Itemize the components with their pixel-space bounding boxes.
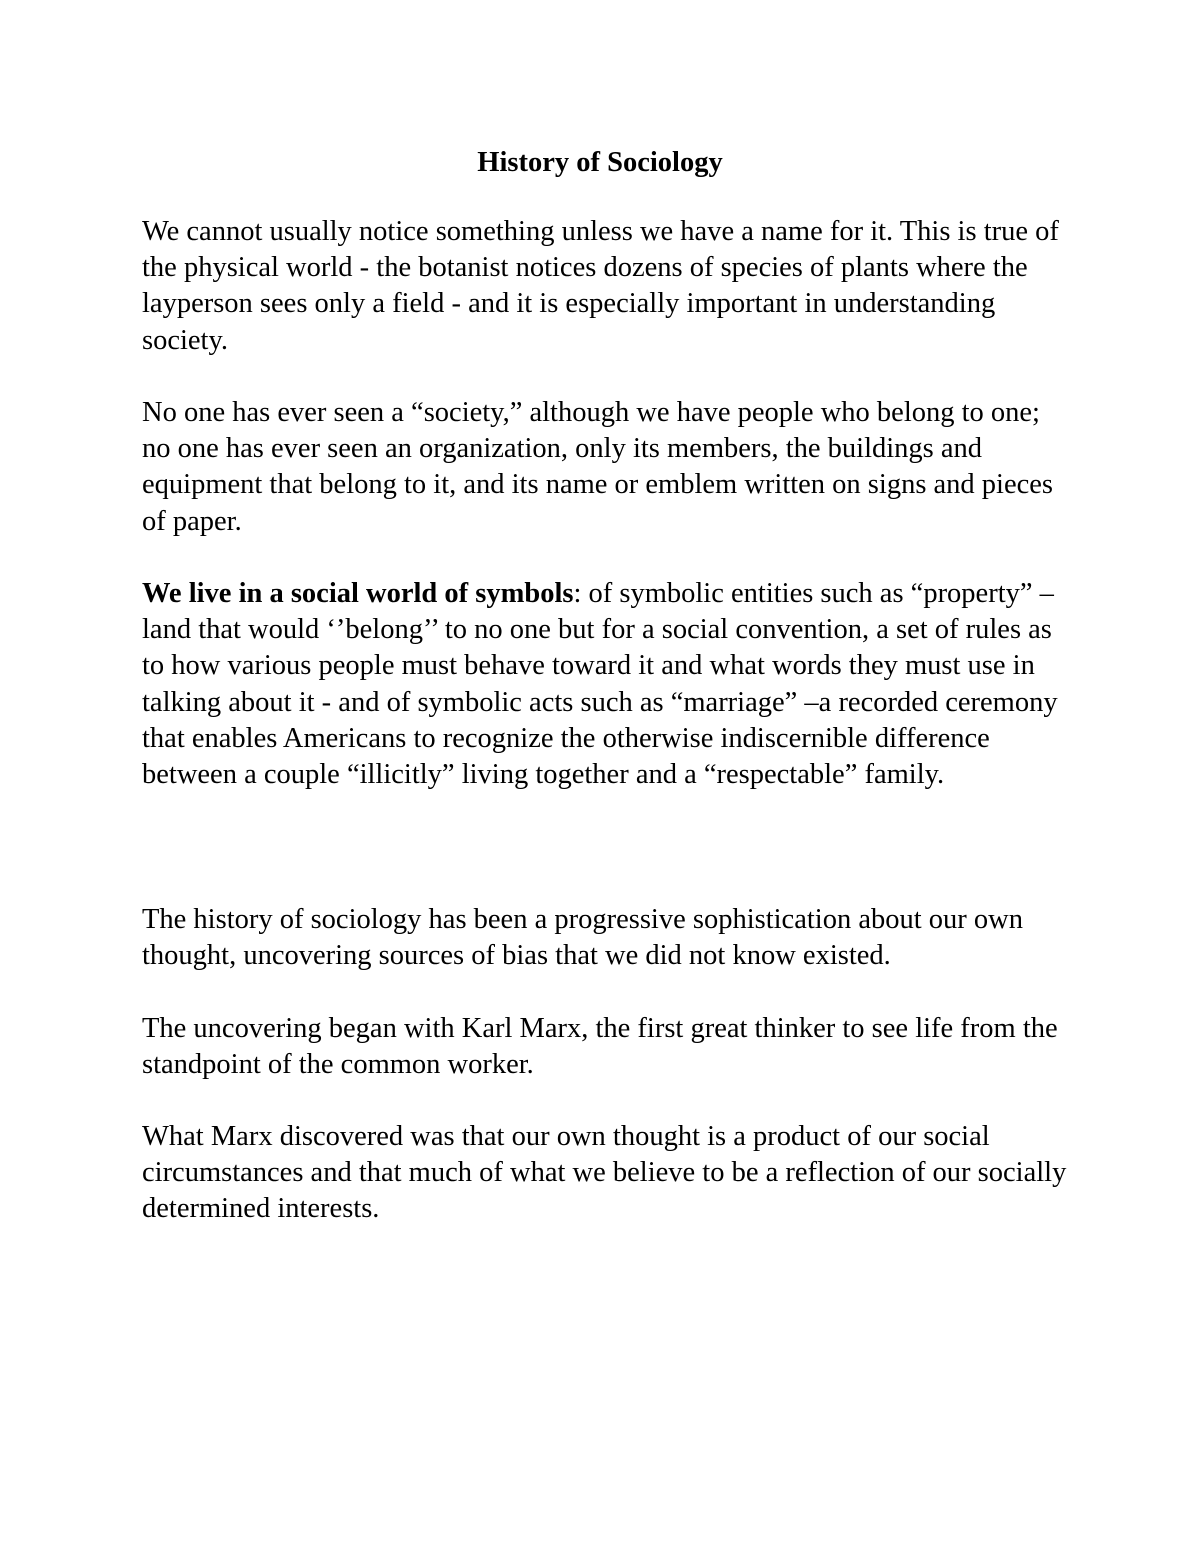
paragraph-marx: The uncovering began with Karl Marx, the first great thinker to see life from the standpoint of the common worker. (142, 1013, 1058, 1081)
paragraph-history: The history of sociology has been a progressive sophistication about our own thought, uncovering sources of bias that we did not know existed. (142, 904, 1023, 972)
paragraph-discovery: What Marx discovered was that our own thought is a product of our social circumstances and that much of what we believe to be a reflection of our socially determined interests. (142, 1121, 1067, 1225)
page-title: History of Sociology (477, 147, 723, 178)
paragraph-symbols (142, 576, 1072, 793)
symbols-emphasis: We live in a social world of symbols (142, 578, 574, 609)
symbols-text: : of symbolic entities such as “property” –land that would ‘’belong’’ to no one but for a social convention, a set of rules as to how various people must behave toward it and what words they must use in talking about it - and of symbolic acts such as “marriage” –a recorded ceremony that enables Americans to recognize the otherwise indiscernible difference between a couple “illicitly” living together and a “respectable” family. (142, 578, 1058, 791)
paragraph-society: No one has ever seen a “society,” although we have people who belong to one; no one has ever seen an organization, only its members, the buildings and equipment that belong to it, and its name or emblem written on signs and pieces of paper. (142, 397, 1054, 537)
paragraph-naming: We cannot usually notice something unless we have a name for it. This is true of the physical world - the botanist notices dozens of species of plants where the layperson sees only a field - and it is especially important in understanding society. (142, 216, 1059, 356)
